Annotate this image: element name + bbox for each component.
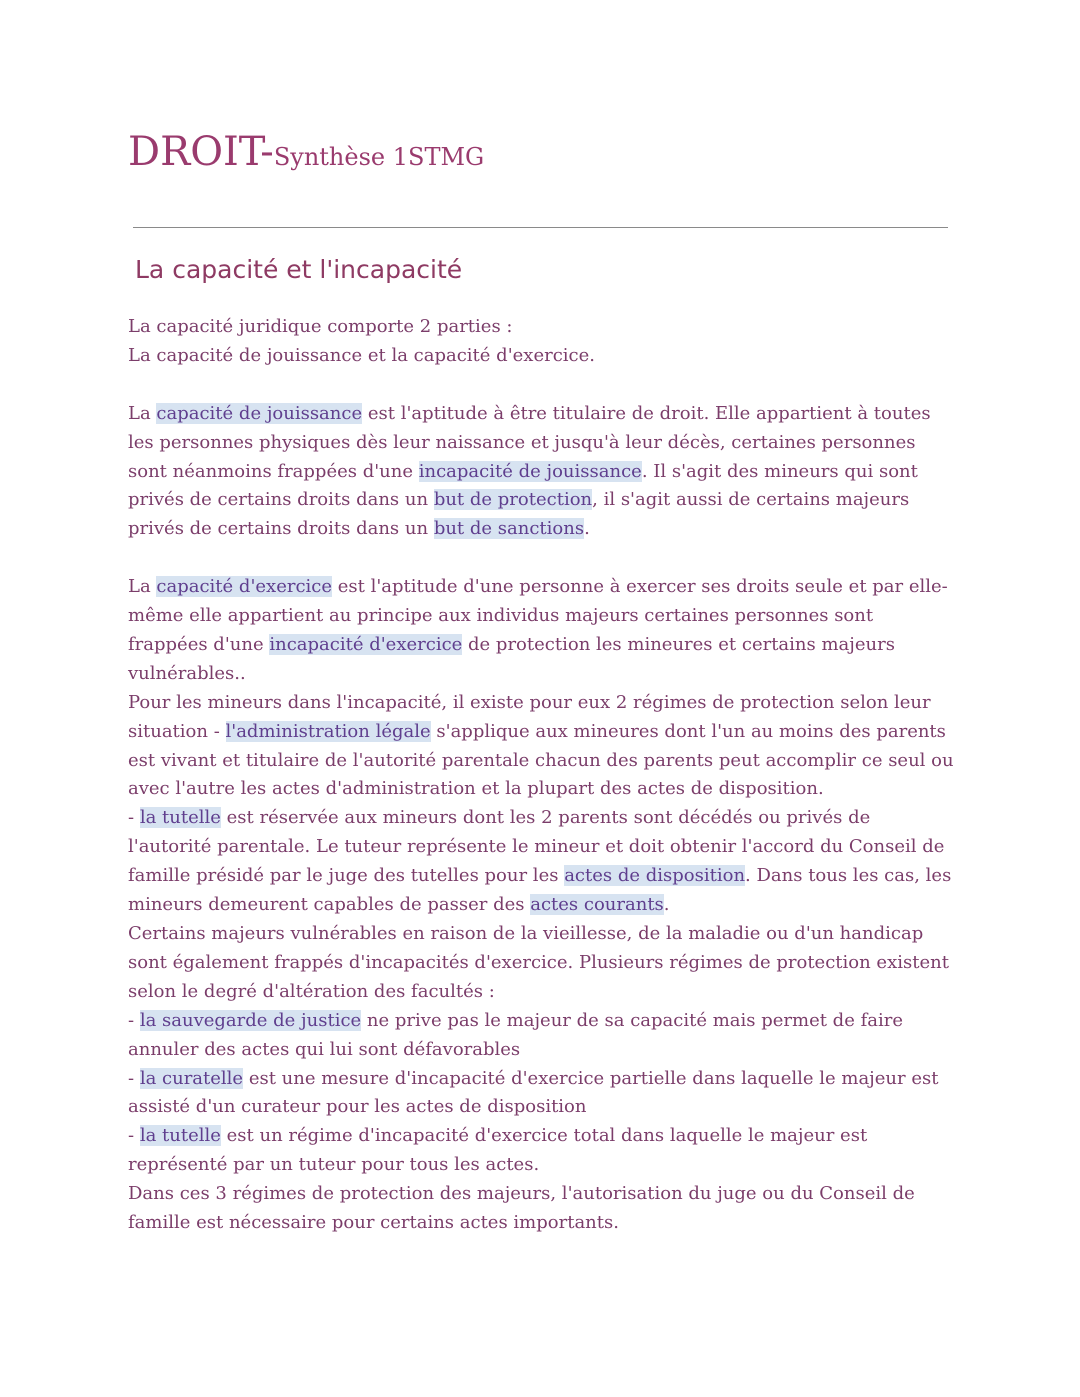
paragraph-text: La capacité juridique comporte 2 parties : (128, 316, 513, 337)
highlighted-term: but de sanctions (433, 518, 585, 540)
paragraph (128, 313, 958, 342)
document-title (128, 129, 485, 175)
paragraph-text: Pour les mineurs dans l'incapacité, il existe pour eux 2 régimes de protection selon leur situation - (128, 691, 931, 742)
paragraph-text: s'applique aux mineures dont l'un au moins des parents est vivant et titulaire de l'autorité parentale chacun des parents peut accomplir ce seul ou avec l'autre les actes d'administration et la plupart des actes de disposition. (128, 720, 954, 800)
highlighted-term: capacité de jouissance (156, 402, 363, 424)
paragraph (128, 1180, 958, 1238)
paragraph (128, 400, 958, 545)
highlighted-term: but de protection (433, 489, 593, 511)
paragraph-text: - (128, 1067, 140, 1089)
paragraph-text: , il s'agit aussi de certains majeurs privés de certains droits dans un (128, 489, 910, 540)
paragraph (128, 804, 958, 920)
paragraph-text: - (128, 807, 140, 829)
paragraph (128, 689, 958, 805)
highlighted-term: incapacité d'exercice (269, 633, 463, 655)
highlighted-term: la curatelle (139, 1067, 244, 1089)
paragraph (128, 1065, 958, 1123)
paragraph-text: La (128, 402, 157, 424)
paragraph-text: . Il s'agit des mineurs qui sont privés de certains droits dans un (128, 460, 918, 511)
highlighted-term: la sauvegarde de justice (139, 1009, 362, 1031)
paragraph-text: - (128, 1125, 140, 1147)
title-subtitle: Synthèse 1STMG (273, 143, 485, 171)
document-body (128, 313, 958, 1238)
paragraph-text: La (128, 576, 157, 598)
highlighted-term: actes courants (530, 894, 664, 916)
paragraph-text: ne prive pas le majeur de sa capacité mais permet de faire annuler des actes qui lui sont défavorables (128, 1009, 903, 1060)
highlighted-term: l'administration légale (225, 720, 431, 742)
paragraph (128, 1122, 958, 1180)
paragraph-text: . (584, 518, 590, 540)
paragraph-text: est un régime d'incapacité d'exercice total dans laquelle le majeur est représenté par un tuteur pour tous les actes. (128, 1125, 868, 1176)
paragraph-text: Dans ces 3 régimes de protection des majeurs, l'autorisation du juge ou du Conseil de famille est nécessaire pour certains actes importants. (128, 1183, 915, 1234)
paragraph-text: . Dans tous les cas, les mineurs demeurent capables de passer des (128, 865, 952, 916)
highlighted-term: la tutelle (139, 1125, 221, 1147)
paragraph-text: est l'aptitude à être titulaire de droit. Elle appartient à toutes les personnes physiques dès leur naissance et jusqu'à leur décès, certaines personnes sont néanmoins frappées d'une (128, 402, 931, 482)
paragraph-text: est une mesure d'incapacité d'exercice partielle dans laquelle le majeur est assisté d'un curateur pour les actes de disposition (128, 1067, 939, 1118)
paragraph (128, 1007, 958, 1065)
paragraph (128, 920, 958, 1007)
paragraph-text: - (128, 1009, 140, 1031)
paragraph-text: est réservée aux mineurs dont les 2 parents sont décédés ou privés de l'autorité parentale. Le tuteur représente le mineur et doit obtenir l'accord du Conseil de famille présidé par le juge des tutelles pour les (128, 807, 945, 887)
highlighted-term: incapacité de jouissance (418, 460, 642, 482)
paragraph-text: Certains majeurs vulnérables en raison de la vieillesse, de la maladie ou d'un handicap sont également frappés d'incapacités d'exercice. Plusieurs régimes de protection existent selon le degré d'altération des facultés : (128, 923, 949, 1002)
paragraph-text: est l'aptitude d'une personne à exercer ses droits seule et par elle-même elle appartient au principe aux individus majeurs certaines personnes sont frappées d'une (128, 576, 948, 655)
section-heading: La capacité et l'incapacité (135, 255, 463, 284)
highlighted-term: la tutelle (139, 807, 221, 829)
paragraph (128, 573, 958, 689)
paragraph-text: . (663, 894, 670, 916)
highlighted-term: capacité d'exercice (156, 576, 333, 598)
paragraph (128, 342, 958, 371)
paragraph-text: de protection les mineures et certains majeurs vulnérables.. (128, 633, 895, 684)
horizontal-divider (133, 227, 948, 228)
title-main: DROIT- (128, 129, 274, 175)
highlighted-term: actes de disposition (564, 865, 746, 887)
paragraph-text: La capacité de jouissance et la capacité d'exercice. (128, 344, 595, 366)
